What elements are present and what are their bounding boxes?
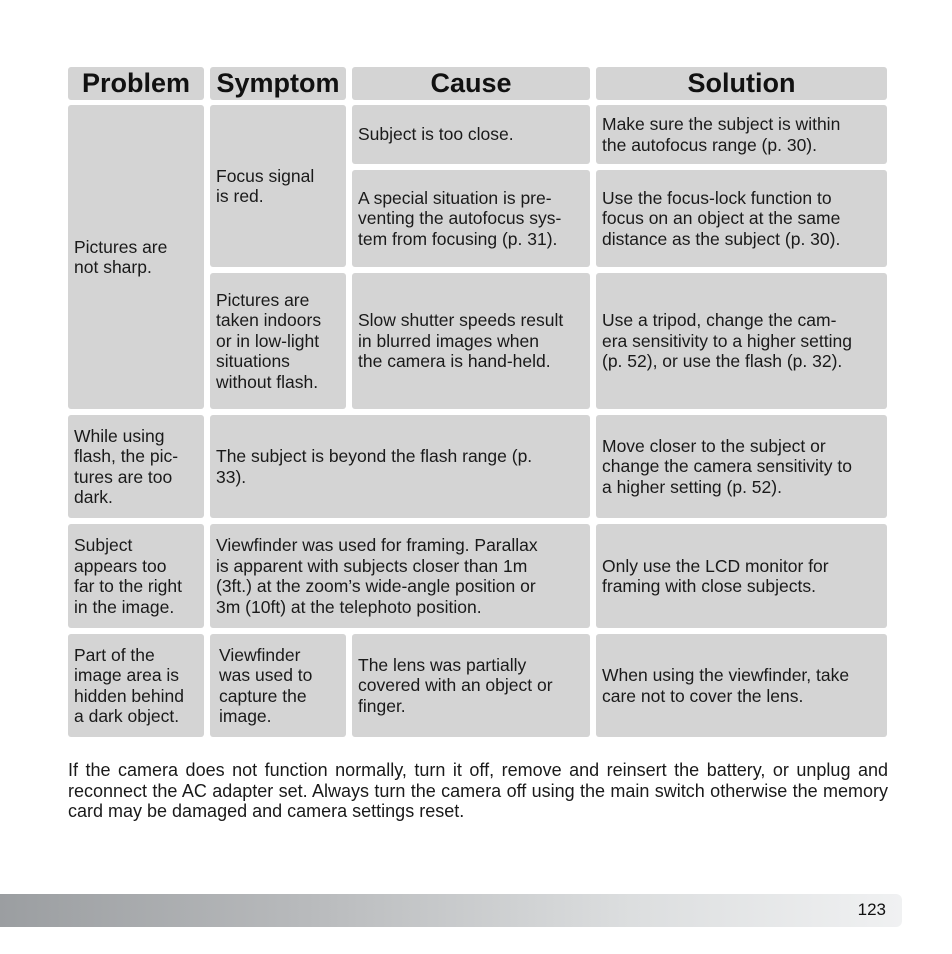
row1-problem: Pictures are not sharp. [68,105,204,409]
header-cause: Cause [352,67,590,100]
row1-symptom-a: Focus signal is red. [210,105,346,267]
header-solution: Solution [596,67,887,100]
row2-symptom-cause: The subject is beyond the flash range (p. 33). [210,415,590,518]
header-symptom: Symptom [210,67,346,100]
row1-cause-c: Slow shutter speeds result in blurred images when the camera is hand-held. [352,273,590,409]
footnote-paragraph: If the camera does not function normally, turn it off, remove and reinsert the battery, or unplug and reconnect the AC adapter set. Always turn the camera off using the main switch otherwise the memory card may be damaged and camera settings reset. [68,760,888,821]
row2-problem: While using flash, the pic- tures are too dark. [68,415,204,518]
row4-cause: The lens was partially covered with an object or finger. [352,634,590,737]
row3-problem: Subject appears too far to the right in the image. [68,524,204,628]
row3-solution: Only use the LCD monitor for framing with close subjects. [596,524,887,628]
row1-solution-b: Use the focus-lock function to focus on an object at the same distance as the subject (p. 30). [596,170,887,267]
row4-symptom: Viewfinder was used to capture the image. [210,634,346,737]
row1-symptom-c: Pictures are taken indoors or in low-light situations without flash. [210,273,346,409]
page-number: 123 [857,900,886,919]
row1-cause-b: A special situation is pre- venting the autofocus sys- tem from focusing (p. 31). [352,170,590,267]
row4-solution: When using the viewfinder, take care not to cover the lens. [596,634,887,737]
row1-cause-a: Subject is too close. [352,105,590,164]
row1-solution-c: Use a tripod, change the cam- era sensitivity to a higher setting (p. 52), or use the flash (p. 32). [596,273,887,409]
page-footer-bar [0,894,902,927]
row1-solution-a: Make sure the subject is within the autofocus range (p. 30). [596,105,887,164]
row4-problem: Part of the image area is hidden behind a dark object. [68,634,204,737]
row2-solution: Move closer to the subject or change the camera sensitivity to a higher setting (p. 52). [596,415,887,518]
header-problem: Problem [68,67,204,100]
row3-symptom-cause: Viewfinder was used for framing. Parallax is apparent with subjects closer than 1m (3ft.) at the zoom’s wide-angle position or 3m (10ft) at the telephoto position. [210,524,590,628]
